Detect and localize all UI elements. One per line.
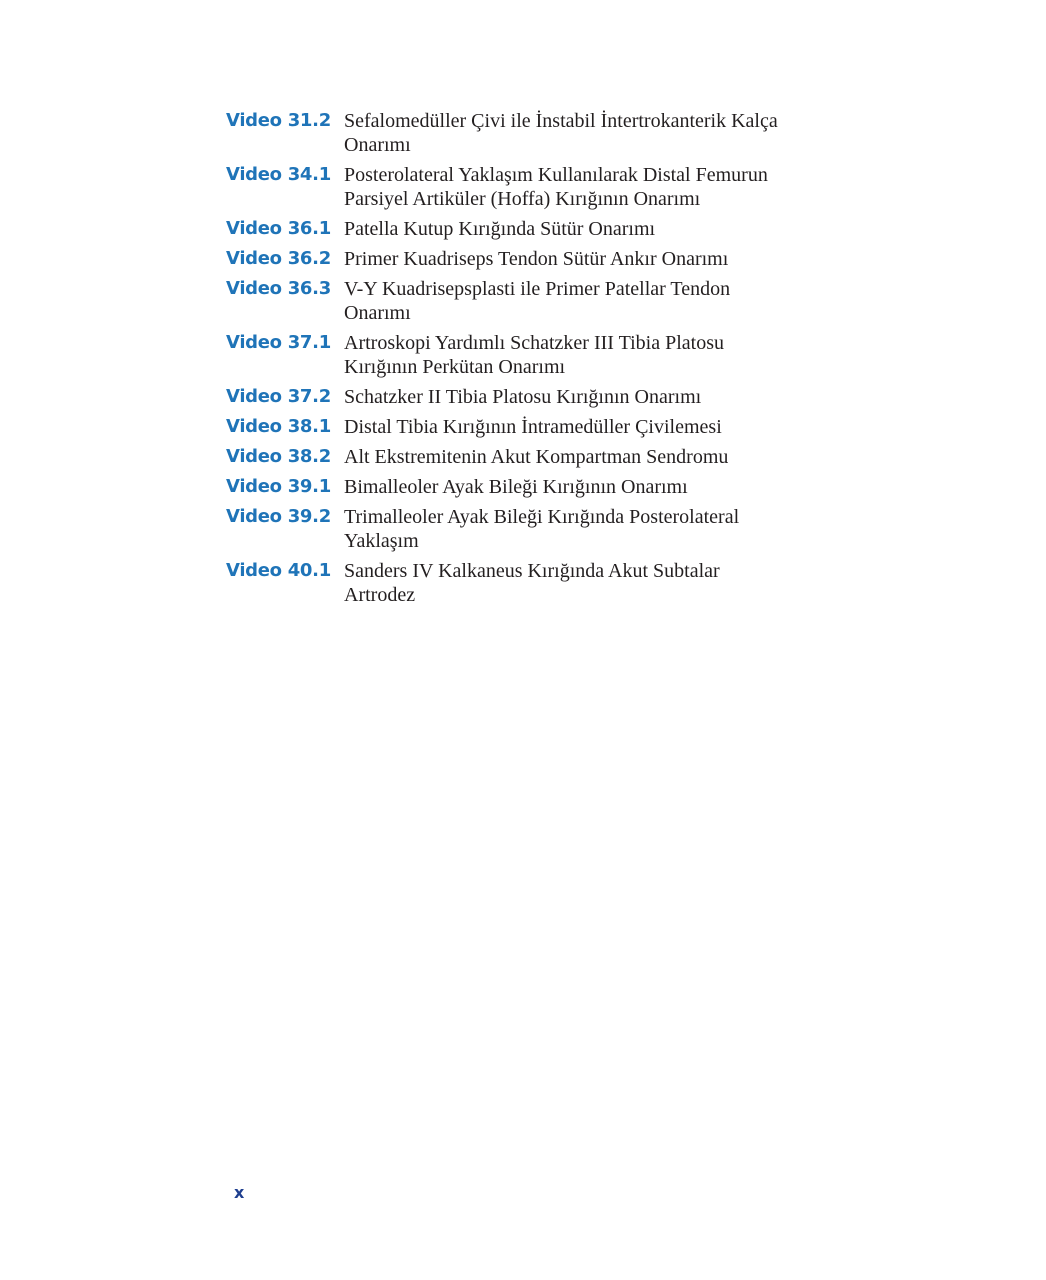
video-title: Alt Ekstremitenin Akut Kompartman Sendromu <box>344 446 729 468</box>
video-title: Sanders IV Kalkaneus Kırığında Akut Subtalar Artrodez <box>344 560 720 606</box>
video-title: Patella Kutup Kırığında Sütür Onarımı <box>344 218 656 240</box>
video-entry <box>226 385 826 409</box>
video-number: Video 37.2 <box>226 386 331 407</box>
video-title: Sefalomedüller Çivi ile İnstabil İntertrokanterik Kalça Onarımı <box>344 110 778 156</box>
video-entry <box>226 415 826 439</box>
video-entry <box>226 217 826 241</box>
video-entry <box>226 109 826 157</box>
video-number: Video 37.1 <box>226 332 331 353</box>
video-list <box>226 109 826 613</box>
video-entry <box>226 247 826 271</box>
video-title: V-Y Kuadrisepsplasti ile Primer Patellar Tendon Onarımı <box>344 278 731 324</box>
video-title: Schatzker II Tibia Platosu Kırığının Onarımı <box>344 386 702 408</box>
video-entry <box>226 559 826 607</box>
video-title: Artroskopi Yardımlı Schatzker III Tibia Platosu Kırığının Perkütan Onarımı <box>344 332 724 378</box>
video-title: Distal Tibia Kırığının İntramedüller Çivilemesi <box>344 416 722 438</box>
video-number: Video 36.1 <box>226 218 331 239</box>
video-entry <box>226 505 826 553</box>
video-entry <box>226 331 826 379</box>
video-number: Video 36.2 <box>226 248 331 269</box>
video-number: Video 39.2 <box>226 506 331 527</box>
video-title: Posterolateral Yaklaşım Kullanılarak Distal Femurun Parsiyel Artiküler (Hoffa) Kırığının Onarımı <box>344 164 768 210</box>
video-number: Video 31.2 <box>226 110 331 131</box>
video-number: Video 38.2 <box>226 446 331 467</box>
page-number: x <box>234 1183 245 1202</box>
video-title: Trimalleoler Ayak Bileği Kırığında Posterolateral Yaklaşım <box>344 506 740 552</box>
video-number: Video 34.1 <box>226 164 331 185</box>
video-number: Video 40.1 <box>226 560 331 581</box>
video-number: Video 39.1 <box>226 476 331 497</box>
video-number: Video 38.1 <box>226 416 331 437</box>
video-entry <box>226 163 826 211</box>
video-title: Primer Kuadriseps Tendon Sütür Ankır Onarımı <box>344 248 729 270</box>
video-entry <box>226 475 826 499</box>
video-title: Bimalleoler Ayak Bileği Kırığının Onarımı <box>344 476 688 498</box>
video-number: Video 36.3 <box>226 278 331 299</box>
video-entry <box>226 277 826 325</box>
video-entry <box>226 445 826 469</box>
